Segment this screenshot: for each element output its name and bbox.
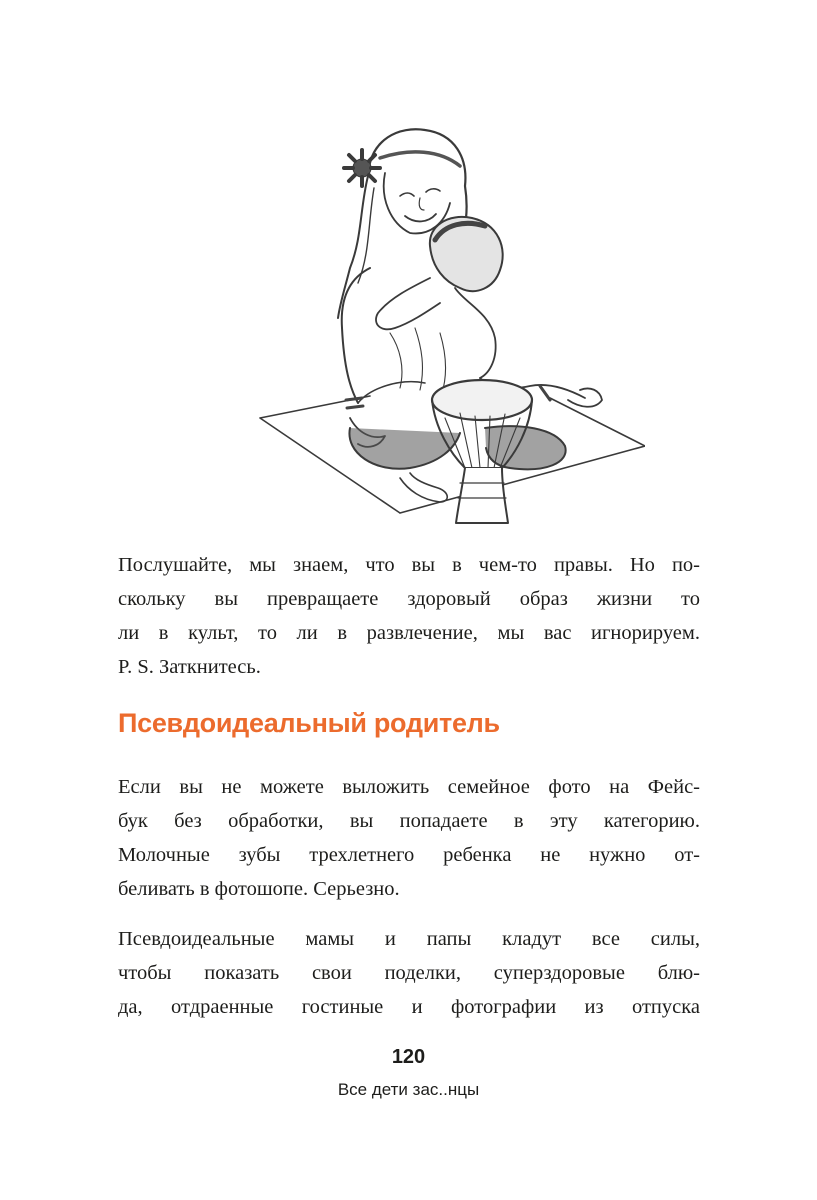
section-heading: Псевдоидеальный родитель bbox=[118, 708, 500, 738]
paragraph-line: беливать в фотошопе. Серьезно. bbox=[118, 878, 400, 900]
paragraph-line: чтобы показать свои поделки, суперздоровые блю- bbox=[118, 962, 700, 984]
paragraph-line: Молочные зубы трехлетнего ребенка не нужно от- bbox=[118, 844, 700, 866]
page-number: 120 bbox=[391, 1046, 426, 1068]
paragraph-line: Если вы не можете выложить семейное фото на Фейс- bbox=[118, 776, 700, 798]
paragraph-3 bbox=[118, 922, 700, 1024]
paragraph-line: скольку вы превращаете здоровый образ жизни то bbox=[118, 588, 700, 610]
paragraph-line: да, отдраенные гостиные и фотографии из отпуска bbox=[118, 996, 700, 1018]
paragraph-2 bbox=[118, 770, 700, 906]
paragraph-line: Послушайте, мы знаем, что вы в чем-то правы. Но по- bbox=[118, 554, 700, 576]
paragraph-1 bbox=[118, 548, 700, 684]
paragraph-line: ли в культ, то ли в развлечение, мы вас игнорируем. bbox=[118, 622, 700, 644]
running-footer-title: Все дети зас..нцы bbox=[337, 1080, 480, 1099]
mother-with-child-illustration bbox=[250, 128, 645, 533]
paragraph-line: Псевдоидеальные мамы и папы кладут все силы, bbox=[118, 928, 700, 950]
paragraph-line: бук без обработки, вы попадаете в эту категорию. bbox=[118, 810, 700, 832]
paragraph-line: P. S. Заткнитесь. bbox=[118, 656, 261, 678]
